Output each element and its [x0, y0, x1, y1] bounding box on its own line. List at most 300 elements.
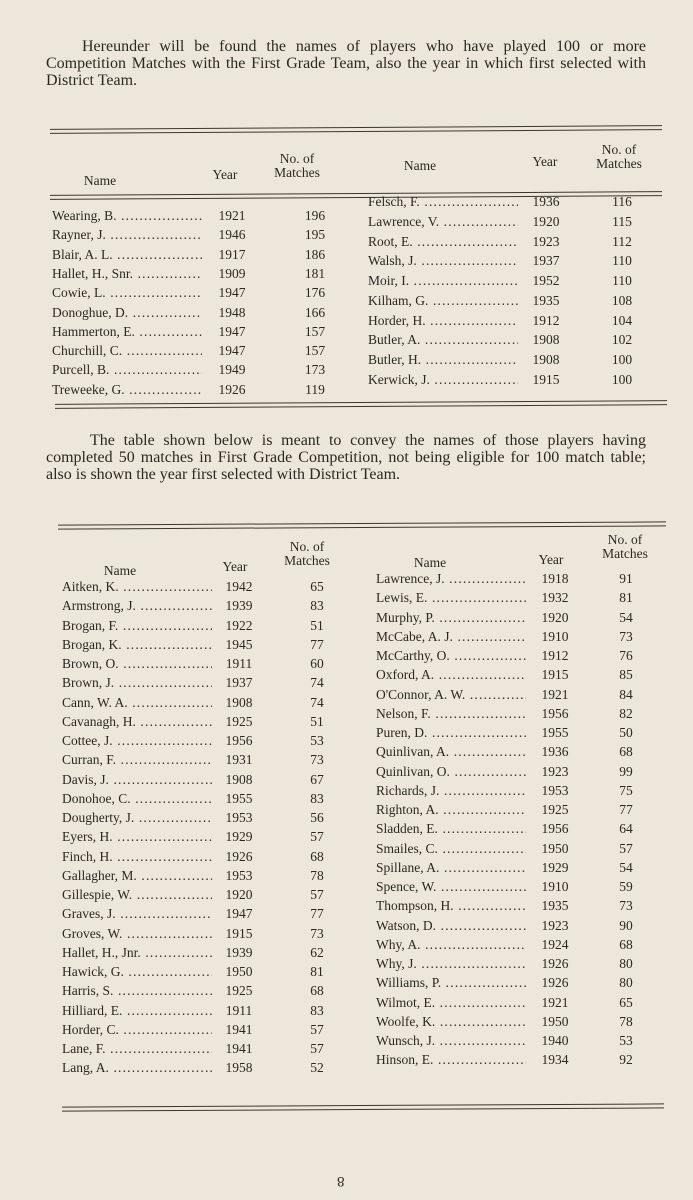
table-row [376, 706, 693, 725]
player-name: Sladden, E. ..... [376, 821, 526, 837]
player-name: Hilliard, E. ..... [62, 1003, 212, 1019]
year-selected: 1923 [532, 233, 560, 249]
player-name: Brown, J. ..... [62, 675, 212, 691]
table-row [52, 382, 372, 401]
player-name: Brogan, K. ..... [62, 637, 212, 653]
year-selected: 1926 [218, 381, 246, 397]
match-count: 186 [304, 246, 326, 262]
year-selected: 1908 [532, 352, 560, 367]
year-selected: 1912 [541, 648, 569, 663]
player-name: Why, J. ..... [376, 956, 526, 972]
table-row [376, 841, 693, 860]
match-count: 104 [611, 312, 633, 328]
table-row [376, 821, 693, 840]
intro-paragraph-100: Hereunder will be found the names of players who have played 100 or more Competition Matches with the First Grade Team, also the year in which first selected with District Team. [46, 38, 646, 89]
player-name: Gillespie, W. ..... [62, 887, 212, 903]
table-row [62, 1003, 382, 1022]
player-name: Treweeke, G. ..... [52, 382, 202, 398]
player-name: Cavanagh, H. ..... [62, 714, 212, 730]
player-name: Armstrong, J. ..... [62, 598, 212, 614]
page-number: 8 [337, 1173, 345, 1189]
player-name: Lawrence, V. ..... [368, 214, 518, 230]
year-selected: 1939 [225, 944, 253, 960]
match-count: 108 [611, 292, 633, 308]
header2-name-left: Name [103, 563, 137, 578]
player-name: Oxford, A. ..... [376, 667, 526, 683]
match-count: 57 [310, 829, 324, 845]
year-selected: 1956 [541, 821, 569, 837]
table-row [62, 1041, 382, 1060]
table1-top-rule-2 [50, 129, 662, 134]
table-row [62, 810, 382, 829]
match-count: 64 [619, 821, 633, 837]
year-selected: 1921 [218, 208, 246, 223]
table-row [62, 733, 382, 752]
match-count: 73 [310, 925, 324, 941]
year-selected: 1920 [541, 609, 569, 625]
table-row [52, 227, 372, 246]
match-count: 73 [619, 628, 633, 644]
player-name: Puren, D. ..... [376, 725, 526, 741]
table-row [376, 725, 693, 744]
year-selected: 1920 [225, 887, 253, 902]
match-count: 51 [310, 617, 324, 633]
year-selected: 1915 [532, 371, 560, 387]
table-row [376, 918, 693, 937]
player-name: Butler, A. ..... [368, 332, 518, 348]
year-selected: 1955 [225, 790, 253, 806]
table-row [368, 194, 688, 213]
player-name: Quinlivan, A. ..... [376, 744, 526, 760]
match-count: 57 [619, 840, 633, 856]
table-row [376, 937, 693, 956]
match-count: 76 [619, 648, 633, 663]
table-row [52, 324, 372, 343]
table-row [62, 926, 382, 945]
match-count: 57 [310, 1021, 324, 1037]
match-count: 80 [619, 956, 633, 971]
year-selected: 1908 [225, 771, 253, 787]
player-name: Walsh, J. ..... [368, 253, 518, 269]
table-row [376, 995, 693, 1014]
match-count: 166 [304, 304, 326, 320]
year-selected: 1952 [532, 273, 560, 288]
match-count: 74 [310, 694, 324, 710]
match-count: 116 [612, 194, 632, 209]
table-row [52, 208, 372, 227]
table-row [62, 906, 382, 925]
match-count: 68 [619, 936, 633, 952]
player-name: Davis, J. ..... [62, 772, 212, 788]
year-selected: 1947 [218, 343, 246, 359]
player-name: Gallagher, M. ..... [62, 868, 212, 884]
player-name: Cottee, J. ..... [62, 733, 212, 749]
match-count: 67 [310, 771, 324, 787]
player-name: Kilham, G. ..... [368, 293, 518, 309]
match-count: 50 [619, 725, 633, 740]
match-count: 68 [310, 848, 324, 864]
player-name: Thompson, H. ..... [376, 898, 526, 914]
year-selected: 1908 [532, 332, 560, 348]
player-name: Hallet, H., Jnr. ..... [62, 945, 212, 961]
player-name: Why, A. ..... [376, 937, 526, 953]
year-selected: 1915 [541, 667, 569, 683]
player-name: Spillane, A. ..... [376, 860, 526, 876]
player-name: Purcell, B. ..... [52, 362, 202, 378]
player-name: Hammerton, E. ..... [52, 324, 202, 340]
header-name-left: Name [83, 173, 117, 188]
table-row [62, 714, 382, 733]
year-selected: 1929 [541, 859, 569, 875]
match-count: 110 [612, 273, 632, 288]
match-count: 181 [304, 265, 326, 281]
player-name: Lane, F. ..... [62, 1041, 212, 1057]
match-count: 68 [619, 744, 633, 760]
table-row [376, 687, 693, 706]
player-name: Wunsch, J. ..... [376, 1033, 526, 1049]
year-selected: 1926 [541, 956, 569, 971]
table2-top-rule-2 [58, 525, 666, 529]
year-selected: 1931 [225, 752, 253, 768]
match-count: 74 [310, 675, 324, 691]
table-row [376, 1033, 693, 1052]
table-row [62, 964, 382, 983]
year-selected: 1940 [541, 1033, 569, 1048]
year-selected: 1917 [218, 246, 246, 262]
match-count: 81 [310, 964, 324, 979]
player-name: Horder, H. ..... [368, 313, 518, 329]
table-row [62, 1022, 382, 1041]
table-row [62, 983, 382, 1002]
year-selected: 1934 [541, 1052, 569, 1068]
player-name: Finch, H. ..... [62, 849, 212, 865]
match-count: 92 [619, 1052, 633, 1068]
table-row [368, 372, 688, 391]
table-row [62, 579, 382, 598]
match-count: 80 [619, 975, 633, 991]
table-row [376, 610, 693, 629]
header2-matches-right: No. of Matches [602, 532, 648, 561]
table-row [376, 1052, 693, 1071]
match-count: 90 [619, 917, 633, 933]
player-name: Wilmot, E. ..... [376, 995, 526, 1011]
year-selected: 1921 [541, 686, 569, 702]
table-row [62, 772, 382, 791]
year-selected: 1956 [541, 705, 569, 721]
match-count: 59 [619, 879, 633, 894]
table-row [62, 829, 382, 848]
match-count: 102 [611, 332, 633, 348]
year-selected: 1923 [541, 763, 569, 779]
year-selected: 1923 [541, 917, 569, 933]
table-row [52, 343, 372, 362]
match-count: 65 [310, 579, 324, 594]
year-selected: 1918 [541, 571, 569, 586]
player-name: Eyers, H. ..... [62, 829, 212, 845]
table-row [376, 860, 693, 879]
year-selected: 1921 [541, 994, 569, 1010]
match-count: 84 [619, 686, 633, 702]
table-row [376, 1014, 693, 1033]
year-selected: 1946 [218, 227, 246, 243]
year-selected: 1908 [225, 694, 253, 710]
match-count: 83 [310, 598, 324, 614]
table-row [62, 887, 382, 906]
year-selected: 1947 [218, 323, 246, 339]
table-row [62, 752, 382, 771]
match-count: 57 [310, 887, 324, 902]
match-count: 81 [619, 590, 633, 606]
year-selected: 1937 [225, 675, 253, 691]
match-count: 112 [612, 233, 632, 249]
year-selected: 1958 [225, 1060, 253, 1076]
table-row [376, 764, 693, 783]
player-name: Root, E. ..... [368, 234, 518, 250]
table-row [376, 802, 693, 821]
table-row [62, 618, 382, 637]
table2-bottom-rule-2 [62, 1107, 664, 1111]
match-count: 100 [611, 371, 633, 387]
table-row [376, 590, 693, 609]
intro-paragraph-50: The table shown below is meant to convey the names of those players having completed 50 matches in First Grade Competition, not being eligible for 100 match table; also is shown the year first selected with District Team. [46, 432, 646, 483]
header2-year-right: Year [538, 552, 564, 567]
match-count: 115 [612, 213, 632, 229]
header2-matches-left: No. of Matches [284, 539, 330, 568]
year-selected: 1910 [541, 879, 569, 894]
year-selected: 1920 [532, 213, 560, 229]
year-selected: 1911 [225, 656, 253, 671]
table-row [376, 648, 693, 667]
header2-name-right: Name [413, 555, 447, 570]
player-name: Woolfe, K. ..... [376, 1014, 526, 1030]
year-selected: 1941 [225, 1021, 253, 1037]
year-selected: 1909 [218, 265, 246, 281]
year-selected: 1949 [218, 362, 246, 378]
table-row [368, 352, 688, 371]
table-row [52, 266, 372, 285]
year-selected: 1953 [225, 867, 253, 883]
year-selected: 1925 [225, 713, 253, 729]
player-name: McCabe, A. J. ..... [376, 629, 526, 645]
match-count: 110 [612, 253, 632, 269]
table-row [376, 898, 693, 917]
table-row [52, 305, 372, 324]
table-row [368, 273, 688, 292]
table-row [368, 293, 688, 312]
match-count: 54 [619, 609, 633, 625]
match-count: 78 [310, 867, 324, 883]
year-selected: 1953 [541, 782, 569, 798]
match-count: 57 [310, 1041, 324, 1056]
player-name: Curran, F. ..... [62, 752, 212, 768]
match-count: 75 [619, 782, 633, 798]
player-name: Richards, J. ..... [376, 783, 526, 799]
table-row [376, 629, 693, 648]
year-selected: 1935 [541, 898, 569, 914]
player-name: Horder, C. ..... [62, 1022, 212, 1038]
match-count: 157 [304, 323, 326, 339]
match-count: 99 [619, 763, 633, 779]
player-name: Butler, H. ..... [368, 352, 518, 368]
match-count: 56 [310, 810, 324, 825]
table-row [52, 362, 372, 381]
player-name: McCarthy, O. ..... [376, 648, 526, 664]
match-count: 83 [310, 790, 324, 806]
table-row [62, 695, 382, 714]
table-row [376, 879, 693, 898]
match-count: 77 [310, 906, 324, 922]
table1-bottom-rule-2 [55, 404, 667, 409]
player-name: Watson, D. ..... [376, 918, 526, 934]
table-row [62, 1060, 382, 1079]
year-selected: 1942 [225, 579, 253, 594]
player-name: Aitken, K. ..... [62, 579, 212, 595]
match-count: 53 [619, 1033, 633, 1048]
player-name: Hinson, E. ..... [376, 1052, 526, 1068]
match-count: 52 [310, 1060, 324, 1076]
player-name: Moir, I. ..... [368, 273, 518, 289]
match-count: 53 [310, 733, 324, 748]
player-name: Smailes, C. ..... [376, 841, 526, 857]
player-name: Donoghue, D. ..... [52, 305, 202, 321]
table-row [376, 667, 693, 686]
table-row [62, 637, 382, 656]
header-year-right: Year [532, 154, 558, 169]
table-row [368, 234, 688, 253]
player-name: Felsch, F. ..... [368, 194, 518, 210]
table-row [62, 791, 382, 810]
player-name: Nelson, F. ..... [376, 706, 526, 722]
table-row [368, 214, 688, 233]
year-selected: 1924 [541, 936, 569, 952]
year-selected: 1929 [225, 829, 253, 845]
player-name: Harris, S. ..... [62, 983, 212, 999]
match-count: 176 [304, 285, 326, 301]
match-count: 83 [310, 1002, 324, 1018]
year-selected: 1936 [541, 744, 569, 760]
match-count: 195 [304, 227, 326, 243]
player-name: Graves, J. ..... [62, 906, 212, 922]
table-row [376, 571, 693, 590]
table-row [62, 656, 382, 675]
player-name: Williams, P. ..... [376, 975, 526, 991]
table-row [52, 247, 372, 266]
player-name: Hawick, G. ..... [62, 964, 212, 980]
year-selected: 1926 [541, 975, 569, 991]
table-row [368, 253, 688, 272]
player-name: O'Connor, A. W. ..... [376, 687, 526, 703]
player-name: Cowie, L. ..... [52, 285, 202, 301]
table-row [52, 285, 372, 304]
table-row [62, 868, 382, 887]
player-name: Brogan, F. ..... [62, 618, 212, 634]
match-count: 78 [619, 1013, 633, 1029]
player-name: Kerwick, J. ..... [368, 372, 518, 388]
match-count: 60 [310, 656, 324, 671]
table-row [376, 744, 693, 763]
player-name: Quinlivan, O. ..... [376, 764, 526, 780]
player-name: Rayner, J. ..... [52, 227, 202, 243]
player-name: Lawrence, J. ..... [376, 571, 526, 587]
year-selected: 1948 [218, 304, 246, 320]
table-row [62, 598, 382, 617]
match-count: 91 [619, 571, 633, 586]
header-matches-right: No. of Matches [596, 142, 642, 171]
match-count: 119 [305, 381, 325, 397]
match-count: 77 [619, 802, 633, 817]
header-matches-left: No. of Matches [274, 151, 320, 180]
player-name: Hallet, H., Snr. ..... [52, 266, 202, 282]
player-name: Righton, A. ..... [376, 802, 526, 818]
player-name: Dougherty, J. ..... [62, 810, 212, 826]
player-name: Blair, A. L. ..... [52, 247, 202, 263]
match-count: 54 [619, 859, 633, 875]
match-count: 173 [304, 362, 326, 378]
table-row [62, 675, 382, 694]
year-selected: 1941 [225, 1041, 253, 1056]
match-count: 73 [310, 752, 324, 768]
table-row [376, 956, 693, 975]
table-row [376, 975, 693, 994]
year-selected: 1955 [541, 725, 569, 740]
header2-year-left: Year [222, 559, 248, 574]
year-selected: 1935 [532, 292, 560, 308]
year-selected: 1950 [541, 1013, 569, 1029]
table-row [368, 332, 688, 351]
match-count: 100 [611, 352, 633, 367]
match-count: 82 [619, 705, 633, 721]
player-name: Wearing, B. ..... [52, 208, 202, 224]
year-selected: 1922 [225, 617, 253, 633]
player-name: Lang, A. ..... [62, 1060, 212, 1076]
year-selected: 1937 [532, 253, 560, 269]
year-selected: 1915 [225, 925, 253, 941]
year-selected: 1936 [532, 194, 560, 209]
year-selected: 1953 [225, 810, 253, 825]
year-selected: 1945 [225, 636, 253, 652]
year-selected: 1932 [541, 590, 569, 606]
match-count: 77 [310, 636, 324, 652]
year-selected: 1925 [541, 802, 569, 817]
header-year-left: Year [212, 167, 238, 182]
year-selected: 1912 [532, 312, 560, 328]
match-count: 196 [304, 208, 326, 223]
table-row [376, 783, 693, 802]
player-name: Cann, W. A. ..... [62, 695, 212, 711]
match-count: 85 [619, 667, 633, 683]
table-row [62, 945, 382, 964]
year-selected: 1911 [225, 1002, 253, 1018]
year-selected: 1956 [225, 733, 253, 748]
table-row [368, 313, 688, 332]
header-name-right: Name [403, 158, 437, 173]
year-selected: 1910 [541, 628, 569, 644]
match-count: 51 [310, 713, 324, 729]
match-count: 65 [619, 994, 633, 1010]
player-name: Groves, W. ..... [62, 926, 212, 942]
year-selected: 1950 [541, 840, 569, 856]
match-count: 62 [310, 944, 324, 960]
year-selected: 1947 [225, 906, 253, 922]
match-count: 68 [310, 983, 324, 999]
player-name: Donohoe, C. ..... [62, 791, 212, 807]
match-count: 73 [619, 898, 633, 914]
player-name: Lewis, E. ..... [376, 590, 526, 606]
year-selected: 1947 [218, 285, 246, 301]
year-selected: 1926 [225, 848, 253, 864]
year-selected: 1925 [225, 983, 253, 999]
table-row [62, 849, 382, 868]
